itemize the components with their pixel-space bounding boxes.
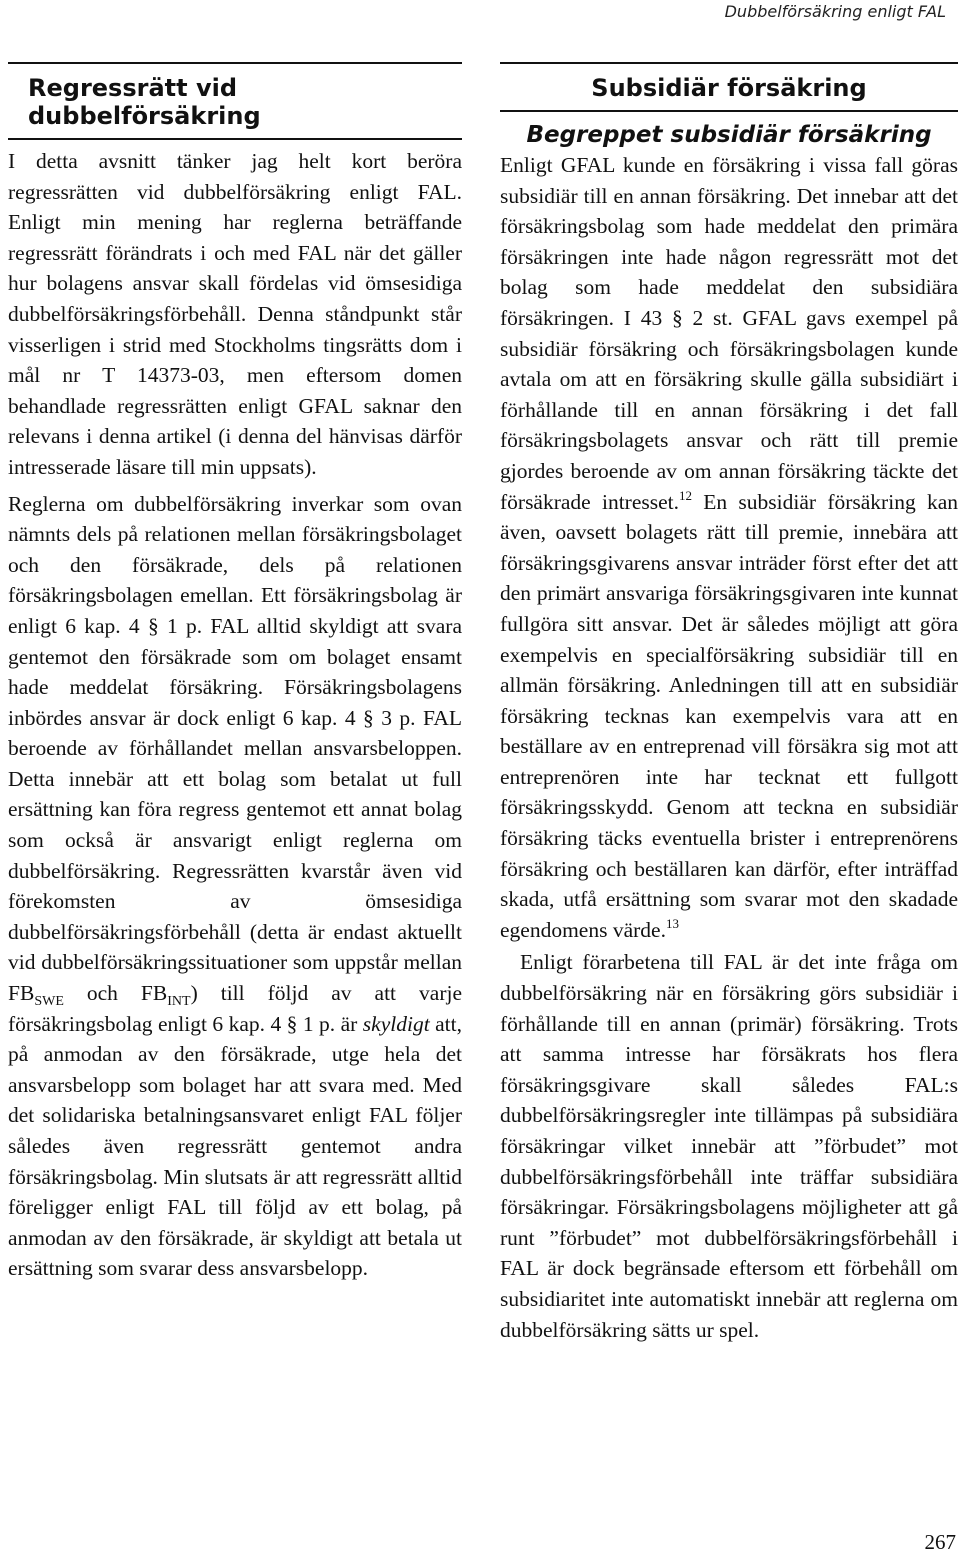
left-column (8, 62, 462, 1284)
text-segment: och FB (63, 981, 168, 1006)
paragraph-gfal-subsidiar (500, 150, 958, 945)
text-segment: Enligt GFAL kunde en försäkring i vissa fall göras subsidiär till en annan försäkring. Det innebar att det försäkringsbolag som hade meddelat den primära försäkringen inte hade någon regressrätt mot det bolag som hade meddelat den subsidiära försäkringen. I 43 § 2 st. GFAL gavs exempel på subsidiär försäkring och försäkringsbolagen kunde avtala om att en försäkring skulle gälla subsidiärt i förhållande till en annan försäkring i det fall försäkringsbolagets ansvar och rätt till premie gjordes beroende av om annan försäkring täckte det försäkrade intresset. (500, 153, 958, 514)
subscript-int: INT (167, 994, 191, 1010)
page-number: 267 (924, 1530, 956, 1554)
footnote-ref-13[interactable]: 13 (665, 915, 679, 931)
paragraph-forarbeten: Enligt förarbetena till FAL är det inte fråga om dubbelförsäkring när en försäkring görs subsidiär i förhållande till en annan (primär) försäkring. Trots att samma intresse har försäkrats hos flera försäkringsgivare skall således FAL:s dubbelförsäkringsregler inte tillämpas på subsidiära försäkringar vilket innebär att ”förbudet” mot dubbelförsäkringsförbehåll inte träffar subsidiära försäkringar. Försäkringsbolagens möjligheter att gå runt ”förbudet” mot dubbelförsäkringsförbehåll i FAL är dock begränsade eftersom ett förbehåll om subsidiaritet inte automatiskt innebär att reglerna om dubbelförsäkring sätts ur spel. (500, 950, 958, 1342)
right-column (500, 62, 958, 1345)
text-segment: att, på anmodan av den försäkrade, utge hela det ansvarsbelopp som bolaget har att svara med. Med det solidariska betalningsansvaret enligt FAL följer således även regressrätt gentemot andra försäkringsbolag. Min slutsats är att regressrätt alltid föreligger enligt FAL till följd av ett bolag, på anmodan av den försäkrade, är skyldigt att betala ut ersättning som svarar dess ansvarsbelopp. (8, 1011, 462, 1281)
footnote-ref-12[interactable]: 12 (679, 487, 693, 503)
running-head: Dubbelförsäkring enligt FAL (724, 2, 946, 21)
paragraph-intro: I detta avsnitt tänker jag helt kort beröra regressrätten vid dubbelförsäkring enligt FAL. Enligt min mening har reglerna beträffande regressrätt förändrats i och med FAL när det gäller hur bolagens ansvar skall fördelas vid ömsesidiga dubbelförsäkringsförbehåll. Denna ståndpunkt står visserligen i strid med Stockholms tingsrätts dom i mål nr T 14373-03, men eftersom domen behandlade regressrätten enligt GFAL saknar den relevans i denna artikel (i denna del hänvisas därför intresserade läsare till min uppsats). (8, 149, 462, 479)
subscript-swe: SWE (34, 994, 64, 1010)
subheading-begreppet: Begreppet subsidiär försäkring (526, 122, 932, 148)
section-heading-subsidiar: Subsidiär försäkring (500, 62, 958, 112)
text-segment: En subsidiär försäkring kan även, oavsett bolagets rätt till premie, innebära att försäkringsgivarens ansvar inträder först efter det att den primärt ansvariga försäkringsgivaren inte kunnat fullgöra sitt ansvar. Det är således möjligt att göra exempelvis en specialförsäkring subsidiär till en allmän försäkring. Anledningen till att en subsidiär försäkring tecknas kan exempelvis vara att en beställare av en entreprenad vill försäkra sig mot att entreprenören inte har tecknat ett fullgott försäkringsskydd. Genom att teckna en subsidiär försäkring täcks eventuella brister i entreprenörens försäkring och beställaren kan därför, efter inträffad skada, utfå ersättning som svarar mot den skadade egendomens värde. (500, 489, 958, 942)
text-segment: ) till följd av att varje försäkringsbolag enligt 6 kap. 4 § 1 p. är (8, 981, 462, 1036)
text-segment: Reglerna om dubbelförsäkring inverkar som ovan nämnts dels på relationen mellan försäkringsbolaget och den försäkrade, dels på relationen försäkringsbolagen emellan. Ett försäkringsbolag är enligt 6 kap. 4 § 1 p. FAL alltid skyldigt att svara gentemot den försäkrade som om bolaget ensamt hade meddelat försäkring. Försäkringsbolagens inbördes ansvar är dock enligt 6 kap. 4 § 3 p. FAL beroende av förhållandet mellan ansvarsbeloppen. Detta innebär att ett bolag som betalat ut full ersättning kan föra regress gentemot ett annat bolag som också är ansvarigt enligt reglerna om dubbelförsäkring. Regressrätten kvarstår även vid förekomsten av ömsesidiga dubbelförsäkringsförbehåll (detta är endast aktuellt vid dubbelförsäkringssituationer som uppstår mellan FB (8, 491, 462, 1006)
section-heading-regressratt: Regressrätt vid dubbelförsäkring (8, 62, 462, 140)
paragraph-regress-rules (8, 489, 462, 1284)
emphasis-skyldigt: skyldigt (362, 1011, 430, 1036)
